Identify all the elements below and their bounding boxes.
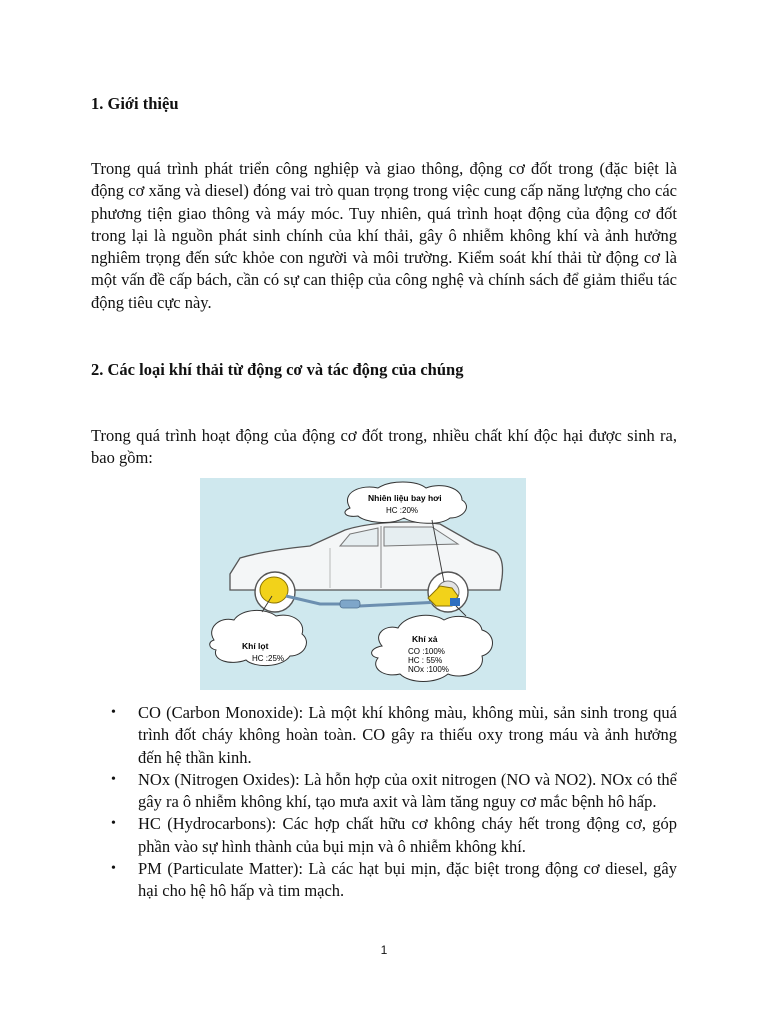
list-item bbox=[91, 858, 677, 903]
bullet-icon: • bbox=[111, 705, 116, 720]
bullet-icon: • bbox=[111, 771, 116, 787]
engine-block bbox=[260, 577, 288, 603]
list-item bbox=[91, 769, 677, 814]
blowby-hc: HC :25% bbox=[252, 654, 285, 663]
list-item-text: PM (Particulate Matter): Là các hạt bụi mịn, đặc biệt trong động cơ diesel, gây hại cho hệ hô hấp và tim mạch. bbox=[138, 859, 677, 901]
list-item-text: HC (Hydrocarbons): Các hợp chất hữu cơ không cháy hết trong động cơ, góp phần vào sự hình thành của bụi mịn và ô nhiễm không khí. bbox=[138, 814, 677, 856]
evaporative-title: Nhiên liệu bay hơi bbox=[368, 493, 442, 503]
bullet-icon: • bbox=[111, 816, 116, 832]
page-number: 1 bbox=[380, 943, 388, 957]
list-item bbox=[91, 702, 677, 769]
evaporative-hc: HC :20% bbox=[386, 506, 419, 515]
car-emissions-diagram bbox=[200, 478, 526, 690]
blowby-title: Khí lọt bbox=[242, 641, 269, 651]
bullet-icon: • bbox=[111, 861, 116, 877]
section-2-paragraph: Trong quá trình hoạt động của động cơ đốt trong, nhiều chất khí độc hại được sinh ra, bao gồm: bbox=[91, 426, 677, 468]
emission-types-list bbox=[91, 702, 677, 903]
list-item bbox=[91, 813, 677, 858]
exhaust-pipe bbox=[286, 596, 450, 606]
exhaust-co: CO :100% bbox=[408, 647, 445, 656]
section-2-heading: 2. Các loại khí thải từ động cơ và tác động của chúng bbox=[91, 360, 464, 379]
car-emissions-figure bbox=[200, 478, 526, 690]
exhaust-hc: HC : 55% bbox=[408, 656, 443, 665]
list-item-text: CO (Carbon Monoxide): Là một khí không màu, không mùi, sản sinh trong quá trình đốt cháy không hoàn toàn. CO gây ra thiếu oxy trong máu và ảnh hưởng đến hệ thần kinh. bbox=[138, 703, 677, 767]
exhaust-nox: NOx :100% bbox=[408, 665, 449, 674]
section-1-paragraph: Trong quá trình phát triển công nghiệp và giao thông, động cơ đốt trong (đặc biệt là động cơ xăng và diesel) đóng vai trò quan trọng trong việc cung cấp năng lượng cho các phương tiện giao thông và máy móc. Tuy nhiên, quá trình hoạt động của động cơ đốt trong lại là nguồn phát sinh chính của khí thải, gây ô nhiễm không khí và ảnh hưởng nghiêm trọng đến sức khỏe con người và môi trường. Kiểm soát khí thải từ động cơ là một vấn đề cấp bách, cần có sự can thiệp của công nghệ và chính sách để giảm thiểu tác động tiêu cực này. bbox=[91, 159, 677, 312]
list-item-text: NOx (Nitrogen Oxides): Là hỗn hợp của oxit nitrogen (NO và NO2). NOx có thể gây ra ô nhiễm không khí, tạo mưa axit và làm tăng nguy cơ mắc bệnh hô hấp. bbox=[138, 769, 677, 812]
exhaust-title: Khí xả bbox=[412, 634, 438, 644]
section-1-heading: 1. Giới thiệu bbox=[91, 94, 179, 113]
